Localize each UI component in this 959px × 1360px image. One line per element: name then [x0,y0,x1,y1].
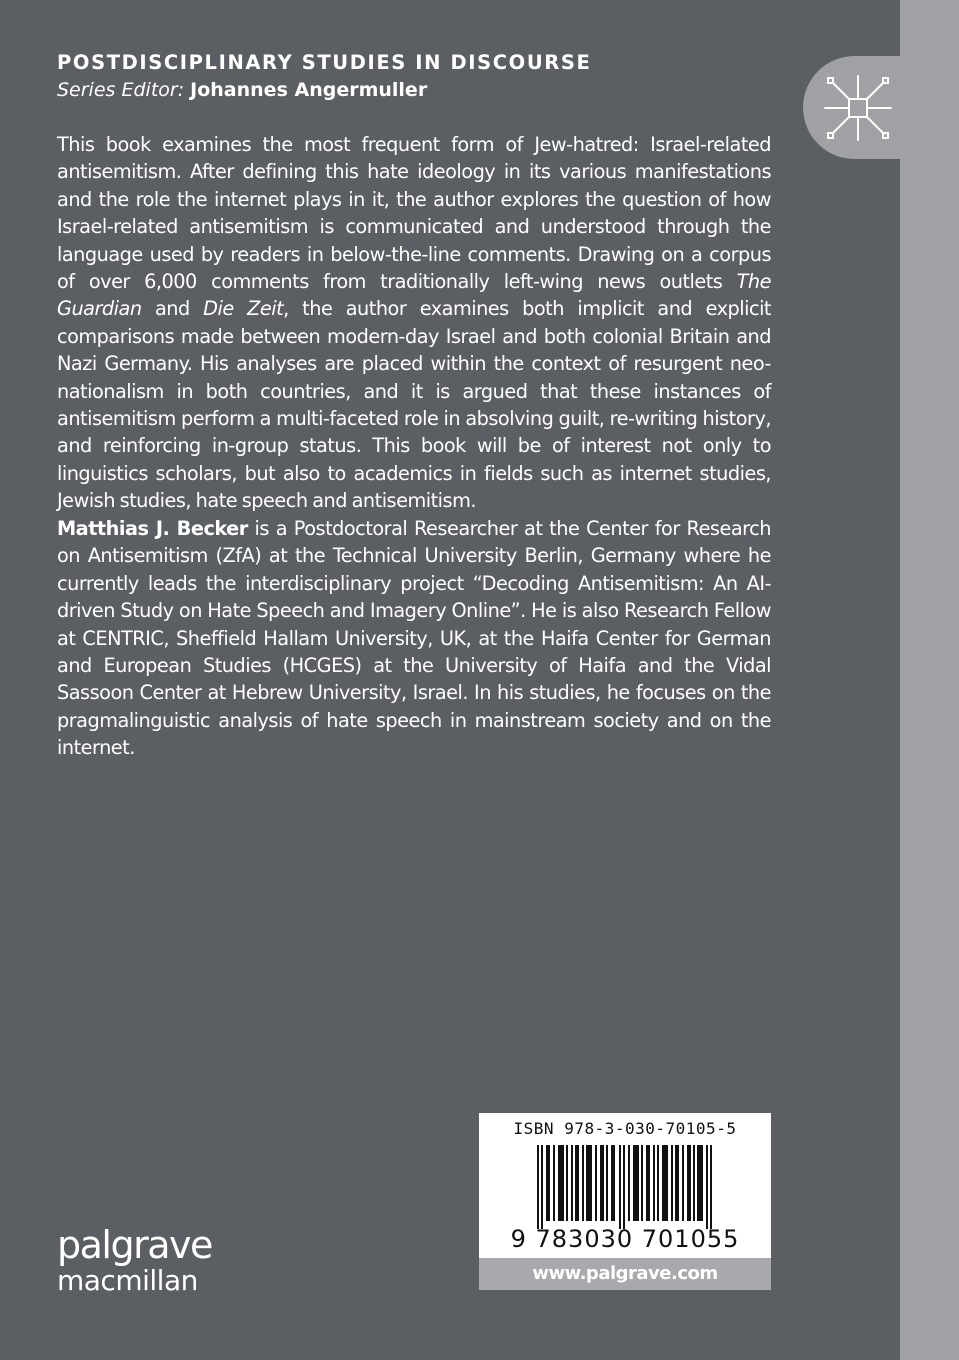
spine-strip [900,0,959,1360]
description-text-1: This book examines the most frequent form of Jew-hatred: Israel-related antisemitism. After defining this hate ideology in its various manifestations and the role the internet plays in it, the author explores the question of how Israel-related antisemitism is communicated and understood through the language used by readers in below-the-line comments. Drawing on a corpus of over 6,000 comments from traditionally left-wing news outlets [57,133,771,294]
outlet-zeit: Die Zeit [203,297,284,321]
barcode-box [479,1113,771,1258]
publisher-website: www.palgrave.com [479,1258,771,1290]
barcode-digits: 9 783030 701055 [510,1225,740,1253]
author-bio-text: is a Postdoctoral Researcher at the Center for Research on Antisemitism (ZfA) at the Technical University Berlin, Germany where he currently leads the interdisciplinary project “Decoding Antisemitism: An AI-driven Study on Hate Speech and Imagery Online”. He is also Research Fellow at CENTRIC, Sheffield Hallam University, UK, at the Haifa Center for German and European Studies (HCGES) at the University of Haifa and the Vidal Sassoon Center at Hebrew University, Israel. In his studies, he focuses on the pragmalinguistic analysis of hate speech in mainstream society and on the internet. [57,517,771,760]
series-title: POSTDISCIPLINARY STUDIES IN DISCOURSE [57,51,592,74]
series-editor-role: Series Editor: [57,79,185,101]
palgrave-network-icon [819,70,897,146]
publisher-wordmark-line2: macmillan [57,1264,198,1297]
author-name: Matthias J. Becker [57,517,248,540]
series-editor [57,78,427,102]
description-and: and [141,297,204,321]
description-text-2: , the author examines both implicit and explicit comparisons made between modern-day Israel and both colonial Britain and Nazi Germany. His analyses are placed within the context of resurgent neo-nationalism in both countries, and it is argued that these instances of antisemitism perform a multi-faceted role in absolving guilt, re-writing history, and reinforcing in-group status. This book will be of interest not only to linguistics scholars, but also to academics in fields such as internet studies, Jewish studies, hate speech and antisemitism. [57,297,771,513]
barcode-bars [515,1145,735,1229]
series-editor-name: Johannes Angermuller [190,79,428,101]
publisher-wordmark-line1: palgrave [57,1223,212,1267]
book-description [57,131,771,515]
author-bio [57,515,771,762]
publisher-wordmark [57,1224,212,1296]
isbn-label: ISBN 978-3-030-70105-5 [513,1119,737,1138]
outlet-guardian: The Guardian [57,270,771,321]
publisher-logo-tab [803,56,900,159]
